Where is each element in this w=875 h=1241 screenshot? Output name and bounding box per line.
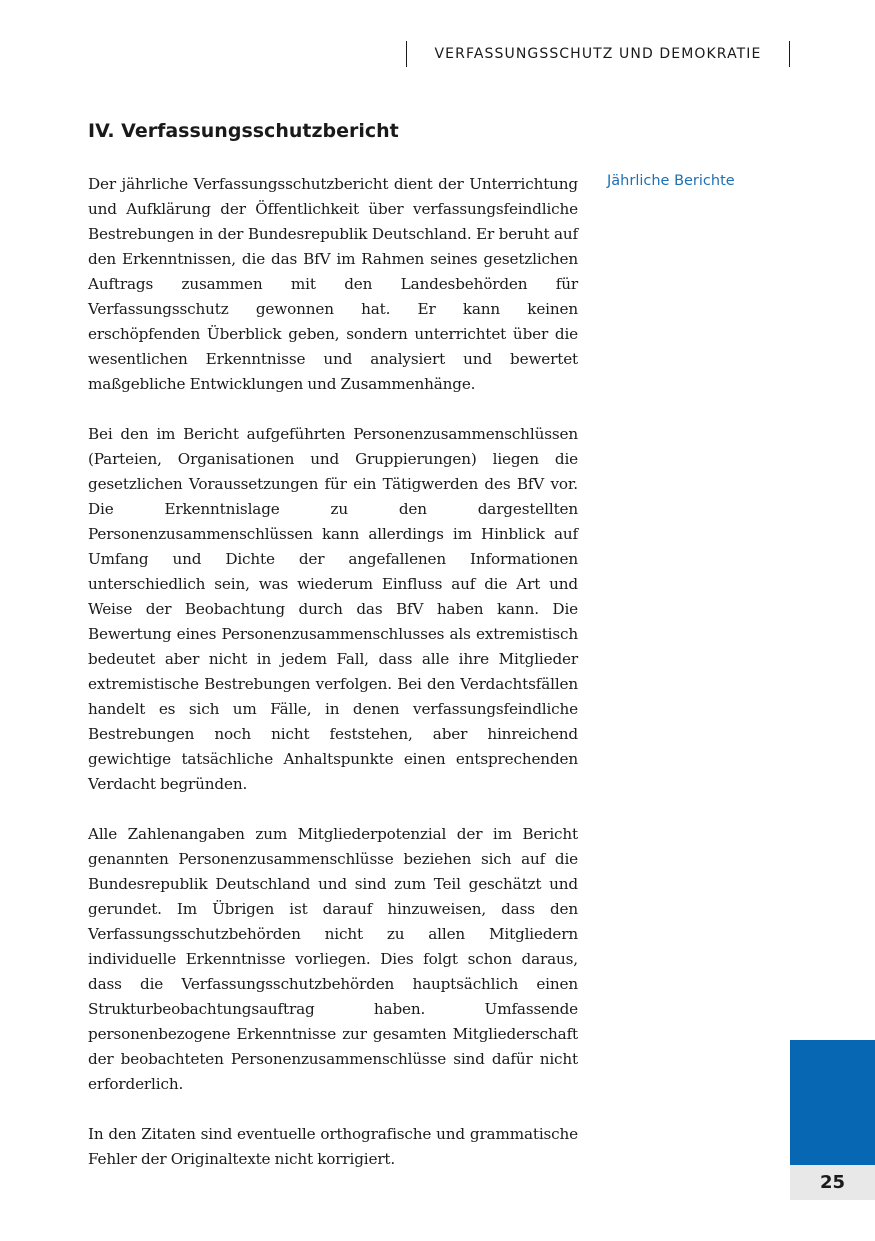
paragraph-1: Der jährliche Verfassungsschutzbericht dient der Unterrichtung und Aufklärung der Öffentlichkeit über verfassungsfeindliche Bestrebungen in der Bundesrepublik Deutschland. Er beruht auf den Erkenntnissen, die das BfV im Rahmen seines gesetzlichen Auftrags zusammen mit den Landesbehörden für Verfassungsschutz gewonnen hat. Er kann keinen erschöpfenden Überblick geben, sondern unterrichtet über die wesentlichen Erkenntnisse und analysiert und bewertet maßgebliche Entwicklungen und Zusammenhänge. bbox=[88, 175, 578, 393]
page-number: 25 bbox=[819, 1172, 846, 1193]
running-header-title: VERFASSUNGSSCHUTZ UND DEMOKRATIE bbox=[434, 46, 762, 62]
running-header bbox=[406, 41, 790, 67]
page-number-box bbox=[790, 1165, 875, 1200]
chapter-tab bbox=[790, 1040, 875, 1165]
paragraph-3: Alle Zahlenangaben zum Mitgliederpotenzial der im Bericht genannten Personenzusammenschlüsse beziehen sich auf die Bundesrepublik Deutschland und sind zum Teil geschätzt und gerundet. Im Übrigen ist darauf hinzuweisen, dass den Verfassungsschutzbehörden nicht zu allen Mitgliedern individuelle Erkenntnisse vorliegen. Dies folgt schon daraus, dass die Verfassungsschutzbehörden hauptsächlich einen Strukturbeobachtungsauftrag haben. Umfassende personenbezogene Erkenntnisse zur gesamten Mitgliederschaft der beobachteten Personenzusammenschlüsse sind dafür nicht erforderlich. bbox=[88, 825, 578, 1093]
paragraph-4: In den Zitaten sind eventuelle orthografische und grammatische Fehler der Originaltexte nicht korrigiert. bbox=[88, 1125, 578, 1168]
paragraph-2: Bei den im Bericht aufgeführten Personenzusammenschlüssen (Parteien, Organisationen und Gruppierungen) liegen die gesetzlichen Voraussetzungen für ein Tätigwerden des BfV vor. Die Erkenntnislage zu den dargestellten Personenzusammenschlüssen kann allerdings im Hinblick auf Umfang und Dichte der angefallenen Informationen unterschiedlich sein, was wiederum Einfluss auf die Art und Weise der Beobachtung durch das BfV haben kann. Die Bewertung eines Personenzusammenschlusses als extremistisch bedeutet aber nicht in jedem Fall, dass alle ihre Mitglieder extremistische Bestrebungen verfolgen. Bei den Verdachtsfällen handelt es sich um Fälle, in denen verfassungsfeindliche Bestrebungen noch nicht feststehen, aber hinreichend gewichtige tatsächliche Anhaltspunkte einen entsprechenden Verdacht begründen. bbox=[88, 425, 578, 793]
section-title: IV. Verfassungsschutzbericht bbox=[88, 120, 399, 142]
body-text bbox=[88, 172, 578, 1197]
margin-note: Jährliche Berichte bbox=[607, 173, 735, 189]
